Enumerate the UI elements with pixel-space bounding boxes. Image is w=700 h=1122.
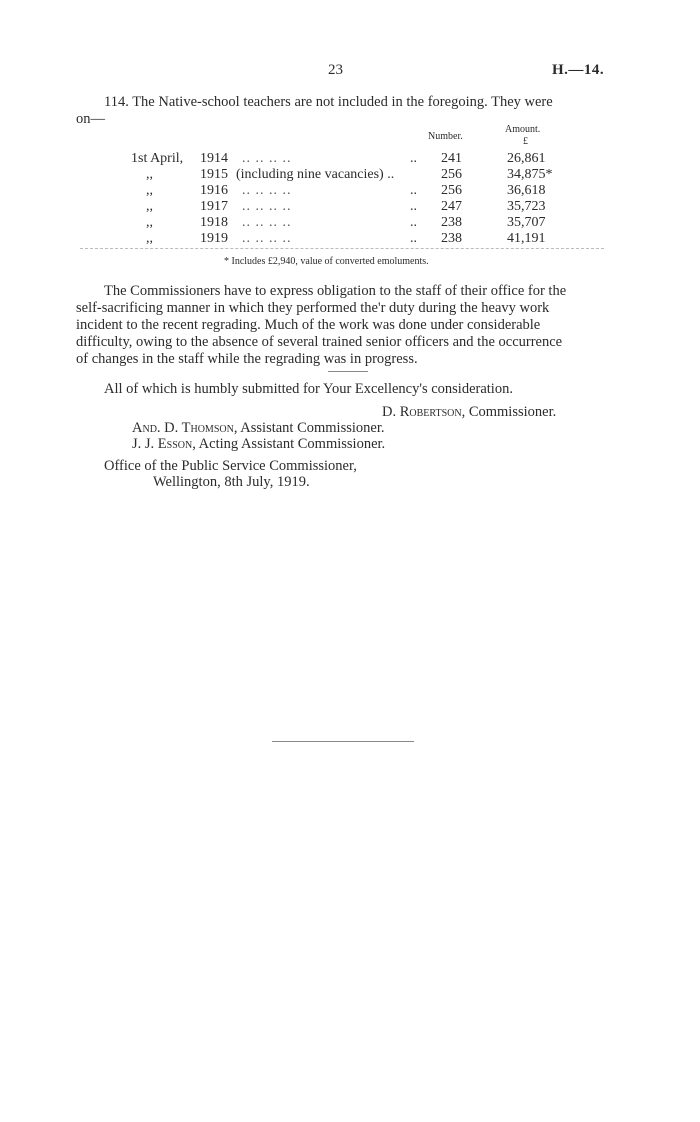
row-leader: .. .. .. .. [242,199,292,214]
table-row: 1st April, 1914 .. .. .. .. .. 241 26,861 [131,151,546,166]
table-row [0,167,700,183]
signatory-title: Commissioner. [468,404,557,420]
row-year: 1916 [200,183,228,198]
row-number: 238 [441,231,462,246]
row-leader: .. .. .. .. [242,231,292,246]
paragraph-114-line2: on— [76,111,105,127]
paragraph-line: self-sacrificing manner in which they performed the'r duty during the heavy work [76,300,550,316]
end-rule [272,741,414,742]
row-prefix: 1st April, [131,151,184,166]
row-amount: 36,618 [507,183,546,198]
row-year: 1917 [200,199,228,214]
signatory-name: And. D. Thomson, [132,420,238,436]
paragraph-line: incident to the recent regrading. Much of the work was done under considerable [76,317,541,333]
page-number: 23 [328,62,343,78]
signature-assistant-commissioner [132,420,385,437]
office-address-line2: Wellington, 8th July, 1919. [153,474,310,490]
row-leader: .. .. .. .. [242,151,292,166]
column-header-amount-unit: £ [523,136,528,147]
row-number: 256 [441,167,462,182]
table-row: ,, 1919 .. .. .. .. .. 238 41,191 [146,231,546,246]
column-header-amount: Amount. [505,124,541,135]
paragraph-114-line1: 114. The Native-school teachers are not included in the foregoing. They were [104,94,553,110]
row-year: 1914 [200,151,228,166]
row-amount: 34,875* [507,167,553,182]
signature-commissioner [382,404,556,421]
row-amount: 26,861 [507,151,546,166]
signatory-title: Acting Assistant Commissioner. [198,436,386,452]
row-description: (including nine vacancies) .. [236,167,395,182]
section-divider [328,371,368,372]
row-leader: .. .. .. .. [242,183,292,198]
table-row: ,, 1916 .. .. .. .. .. 256 36,618 [146,183,546,198]
row-amount: 41,191 [507,231,546,246]
row-prefix: ,, [146,167,153,182]
row-year: 1918 [200,215,228,230]
submission-statement: All of which is humbly submitted for Your Excellency's consideration. [104,381,513,397]
row-prefix: ,, [146,183,153,198]
row-year: 1915 [200,167,228,182]
row-number: 247 [441,199,462,214]
paragraph-line: of changes in the staff while the regrading was in progress. [76,351,418,367]
row-prefix: ,, [146,215,153,230]
signatory-name: J. J. Esson, [132,436,196,452]
paragraph-line: The Commissioners have to express obligation to the staff of their office for the [104,283,567,299]
signatory-title: Assistant Commissioner. [240,420,385,436]
row-prefix: ,, [146,231,153,246]
row-prefix: ,, [146,199,153,214]
row-number: 238 [441,215,462,230]
table-row: ,, 1918 .. .. .. .. .. 238 35,707 [146,215,546,230]
signature-acting-assistant-commissioner [132,436,385,453]
office-address-line1: Office of the Public Service Commissioner, [104,458,357,474]
row-leader: .. .. .. .. [242,215,292,230]
signatory-name: D. Robertson, [382,404,466,420]
row-amount: 35,723 [507,199,546,214]
row-amount: 35,707 [507,215,546,230]
row-year: 1919 [200,231,228,246]
row-number: 256 [441,183,462,198]
table-row: ,, 1917 .. .. .. .. .. 247 35,723 [146,199,546,214]
column-header-number: Number. [428,131,463,142]
table-footnote: * Includes £2,940, value of converted emoluments. [224,256,429,267]
table-bottom-rule [80,248,604,249]
document-reference: H.—14. [552,62,605,78]
row-number: 241 [441,151,462,166]
paragraph-line: difficulty, owing to the absence of several trained senior officers and the occurrence [76,334,563,350]
